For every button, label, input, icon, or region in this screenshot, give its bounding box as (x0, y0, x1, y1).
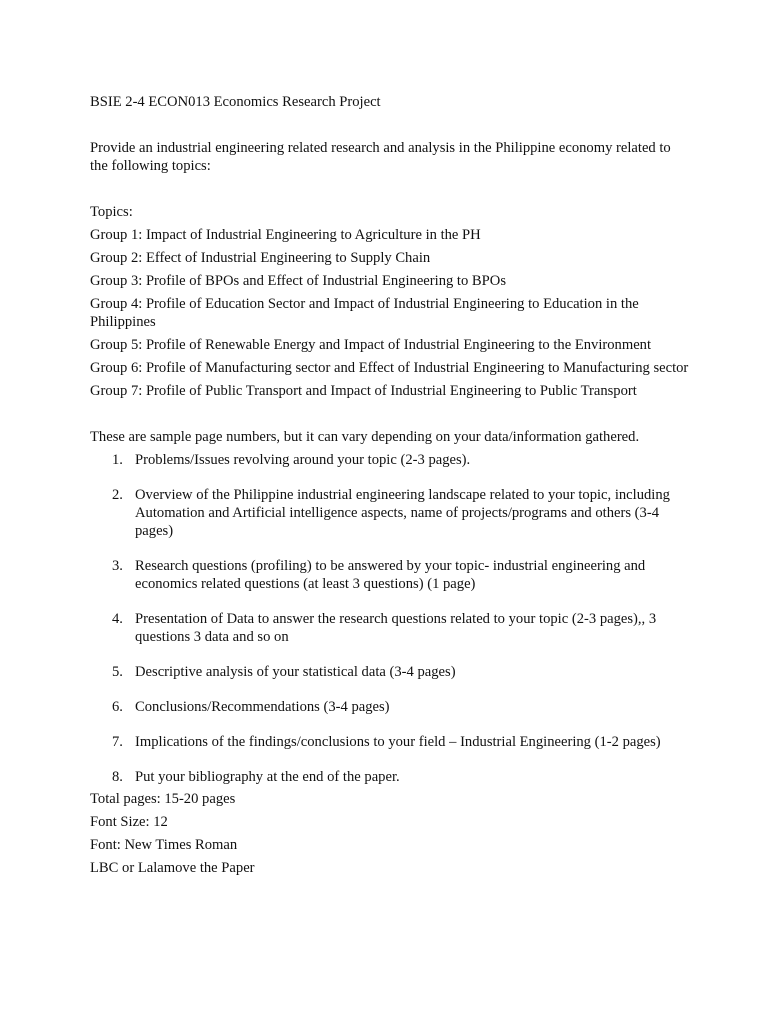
list-item-number: 8. (112, 769, 123, 785)
list-item (90, 557, 675, 593)
list-item (90, 486, 675, 540)
page-numbers-note: These are sample page numbers, but it can vary depending on your data/information gathered. (90, 429, 640, 445)
list-item (90, 610, 675, 646)
group-topic-7: Group 7: Profile of Public Transport and Impact of Industrial Engineering to Public Transport (90, 383, 637, 399)
list-item (90, 768, 675, 786)
list-item-number: 6. (112, 699, 123, 715)
list-item-number: 3. (112, 558, 123, 574)
list-item (90, 663, 675, 681)
delivery-instruction: LBC or Lalamove the Paper (90, 860, 255, 876)
list-item-number: 5. (112, 664, 123, 680)
group-topic-1: Group 1: Impact of Industrial Engineering to Agriculture in the PH (90, 227, 481, 243)
list-item-text: Presentation of Data to answer the research questions related to your topic (2-3 pages),, 3 questions 3 data and so on (135, 611, 657, 645)
list-item-text: Problems/Issues revolving around your topic (2-3 pages). (135, 452, 471, 468)
list-item-number: 4. (112, 611, 123, 627)
total-pages: Total pages: 15-20 pages (90, 791, 236, 807)
group-topic-3: Group 3: Profile of BPOs and Effect of Industrial Engineering to BPOs (90, 273, 507, 289)
intro-paragraph: Provide an industrial engineering related research and analysis in the Philippine economy related to the following topics: (90, 140, 671, 174)
document-title: BSIE 2-4 ECON013 Economics Research Project (90, 94, 381, 110)
list-item-number: 7. (112, 734, 123, 750)
list-item (90, 698, 675, 716)
list-item-text: Implications of the findings/conclusions to your field – Industrial Engineering (1-2 pages) (135, 734, 661, 750)
list-item-text: Overview of the Philippine industrial engineering landscape related to your topic, including Automation and Artificial intelligence aspects, name of projects/programs and others (3-4 pages) (135, 487, 670, 539)
list-item-text: Descriptive analysis of your statistical data (3-4 pages) (135, 664, 456, 680)
list-item-number: 1. (112, 452, 123, 468)
list-item-text: Research questions (profiling) to be answered by your topic- industrial engineering and economics related questions (at least 3 questions) (1 page) (135, 558, 646, 592)
group-topic-6: Group 6: Profile of Manufacturing sector and Effect of Industrial Engineering to Manufacturing sector (90, 360, 689, 376)
font-name: Font: New Times Roman (90, 837, 238, 853)
requirements-list (90, 451, 690, 786)
group-topic-4: Group 4: Profile of Education Sector and Impact of Industrial Engineering to Education in the Philippines (90, 296, 639, 330)
topics-label: Topics: (90, 204, 133, 220)
group-topic-5: Group 5: Profile of Renewable Energy and Impact of Industrial Engineering to the Environment (90, 337, 652, 353)
list-item-text: Conclusions/Recommendations (3-4 pages) (135, 699, 390, 715)
list-item (90, 733, 675, 751)
document-page (90, 93, 690, 882)
list-item-number: 2. (112, 487, 123, 503)
list-item (90, 451, 675, 469)
group-topic-2: Group 2: Effect of Industrial Engineering to Supply Chain (90, 250, 431, 266)
list-item-text: Put your bibliography at the end of the paper. (135, 769, 400, 785)
font-size: Font Size: 12 (90, 814, 168, 830)
